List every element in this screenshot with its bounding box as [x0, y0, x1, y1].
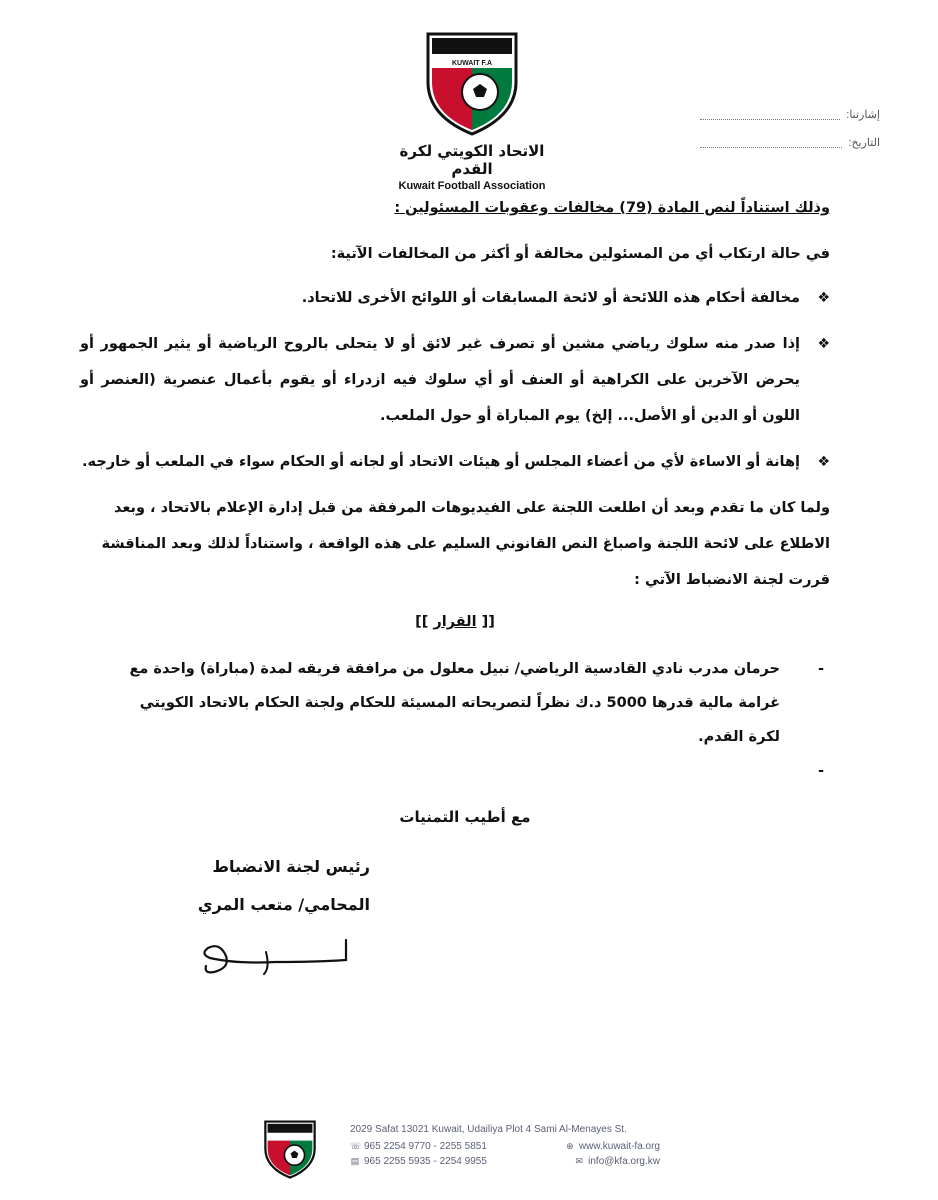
letter-body — [80, 190, 830, 779]
website-text[interactable]: www.kuwait-fa.org — [578, 1141, 660, 1152]
signer-block — [180, 848, 370, 924]
violation-item — [80, 444, 830, 480]
phone-text: 965 2254 9770 - 2255 5851 — [364, 1141, 487, 1152]
violations-lead: في حالة ارتكاب أي من المسئولين مخالفة أو أكثر من المخالفات الآتية: — [330, 246, 830, 262]
bullet-icon: ❖ — [817, 454, 830, 470]
org-name-arabic: الاتحاد الكويتي لكرة القدم — [399, 142, 545, 178]
date-row — [700, 128, 880, 156]
org-name-english: Kuwait Football Association — [398, 180, 546, 192]
ref-dots — [700, 109, 840, 120]
globe-icon: ⊕ — [566, 1141, 574, 1151]
footer-phone — [350, 1141, 487, 1152]
footer-row-fax — [350, 1154, 660, 1169]
decision-dash: - — [817, 763, 824, 779]
closing-greeting: مع أطيب التمنيات — [399, 808, 531, 826]
kfa-shield-logo — [422, 28, 522, 138]
ref-row — [700, 100, 880, 128]
decision-item — [80, 652, 830, 754]
footer-row-phone — [350, 1139, 660, 1154]
date-dots — [700, 137, 842, 148]
signer-title: رئيس لجنة الانضباط — [212, 857, 370, 876]
email-text[interactable]: info@kfa.org.kw — [588, 1156, 660, 1167]
decision-dash: - — [817, 661, 824, 677]
logo-text: KUWAIT F.A — [451, 60, 493, 67]
violation-text: إذا صدر منه سلوك رياضي مشين أو تصرف غير لائق أو لا يتحلى بالروح الرياضية أو يثير الجمهور أو يحرض الآخرين على الكراهية أو العنف أو أي سلوك فيه ازدراء أو يقوم بأعمال عنصرية (العنصر أو اللون أو الدين أو الأصل... إلخ) يوم المباراة أو حول الملعب. — [80, 336, 800, 424]
bullet-icon: ❖ — [817, 336, 830, 352]
decisions-list — [80, 652, 830, 779]
letterhead — [392, 28, 552, 192]
handwritten-signature — [196, 932, 356, 982]
article-reference: وذلك استناداً لنص المادة (79) مخالفات وعقوبات المسئولين : — [394, 200, 830, 216]
footer-logo — [262, 1118, 318, 1180]
footer-address: 2029 Safat 13021 Kuwait, Udailiya Plot 4 Sami Al-Menayes St. — [350, 1124, 627, 1135]
violation-item — [80, 280, 830, 316]
decision-bracket-close: ]] — [415, 614, 429, 630]
footer-email[interactable] — [574, 1156, 660, 1167]
decision-heading — [80, 604, 830, 640]
envelope-icon: ✉ — [575, 1156, 583, 1166]
violation-text: مخالفة أحكام هذه اللائحة أو لائحة المسابقات أو اللوائح الأخرى للاتحاد. — [301, 290, 800, 306]
reasoning-paragraph: ولما كان ما تقدم وبعد أن اطلعت اللجنة على الفيديوهات المرفقة من قبل إدارة الإعلام بالاتحاد ، وبعد الاطلاع على لائحة اللجنة واصباغ النص القانوني السليم على هذه الواقعة ، واستناداً لذلك وبعد المناقشة قررت لجنة الانضباط الآتي : — [101, 500, 830, 588]
bullet-icon: ❖ — [817, 290, 830, 306]
violation-item — [80, 326, 830, 434]
date-label: التاريخ: — [848, 136, 880, 149]
decision-bracket-open: [[ — [481, 614, 495, 630]
footer-fax — [350, 1156, 487, 1167]
reference-fields — [700, 100, 880, 156]
decision-text: حرمان مدرب نادي القادسية الرياضي/ نبيل معلول من مرافقة فريقه لمدة (مباراة) واحدة مع غرامة مالية قدرها 5000 د.ك نظراً لتصريحاته المسيئة للحكام ولجنة الحكام بالاتحاد الكويتي لكرة القدم. — [129, 661, 780, 745]
signer-name: المحامي/ متعب المري — [197, 895, 370, 914]
violations-list — [80, 280, 830, 480]
violation-text: إهانة أو الاساءة لأي من أعضاء المجلس أو هيئات الاتحاد أو لجانه أو الحكام سواء في الملعب أو خارجه. — [82, 454, 800, 470]
fax-text: 965 2255 5935 - 2254 9955 — [364, 1156, 487, 1167]
phone-icon: ☏ — [350, 1141, 362, 1151]
decision-title: القرار — [433, 614, 477, 630]
ref-label: إشارتنا: — [846, 108, 880, 121]
fax-icon: ▤ — [350, 1156, 360, 1166]
footer-contact — [350, 1124, 660, 1169]
footer-website[interactable] — [565, 1141, 660, 1152]
